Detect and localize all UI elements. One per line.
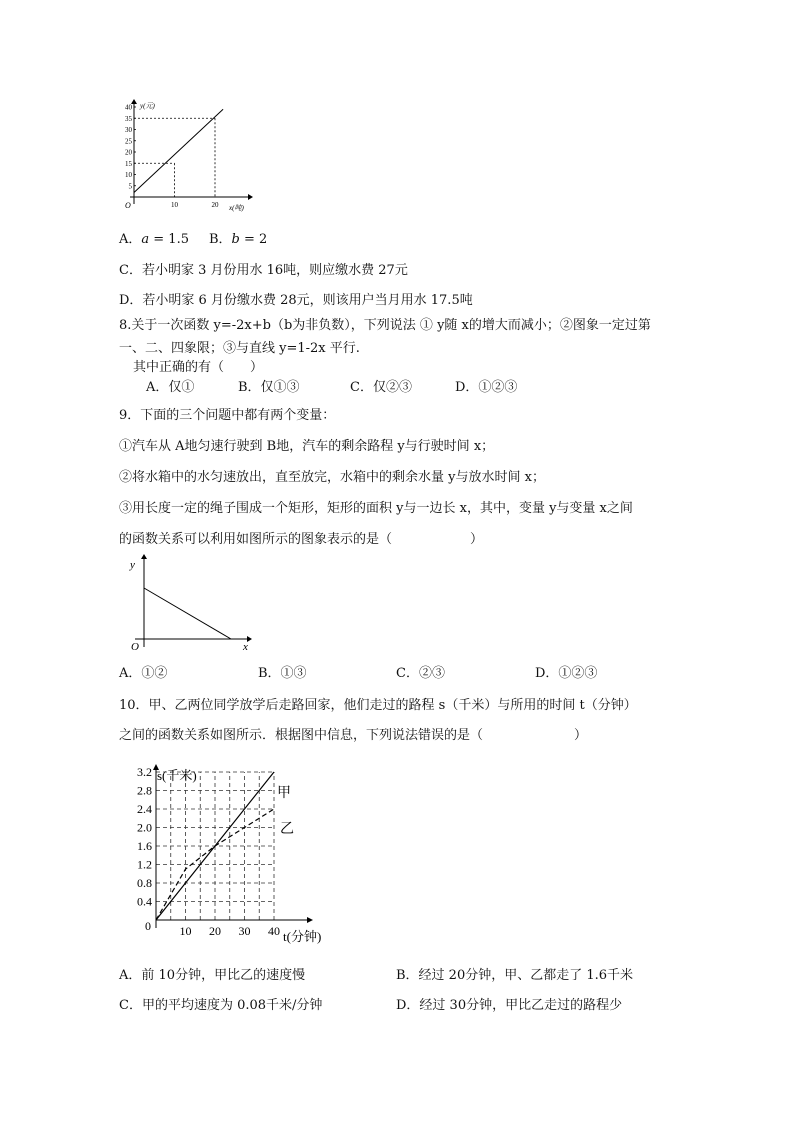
fig1-ytick-25: 25 [125, 137, 132, 146]
fig3-ytick-0.4: 0.4 [137, 894, 152, 909]
fig1-ytick-5: 5 [128, 182, 132, 191]
fig3-xtick-10: 10 [179, 924, 192, 938]
fig1-ytick-35: 35 [125, 114, 132, 123]
q8-option-b[interactable]: B．仅①③ [238, 380, 300, 395]
fig1-fee-line [134, 109, 223, 192]
q10-option-b[interactable]: B．经过 20分钟，甲、乙都走了 1.6千米 [396, 968, 634, 983]
fig3-xtick-40: 40 [268, 924, 280, 938]
fig3-series-yi-label: 乙 [280, 822, 294, 837]
q10-option-d[interactable]: D．经过 30分钟，甲比乙走过的路程少 [396, 998, 623, 1013]
fig1-water-fee-graph [115, 98, 255, 216]
fig2-x-label: x [243, 641, 248, 653]
q9-stem: 9．下面的三个问题中都有两个变量： [119, 408, 336, 423]
q8-stem-line1: 8.关于一次函数 y=-2x+b（b为非负数），下列说法 ① y随 x的增大而减小；②图象一定过第 [119, 318, 651, 333]
fig1-x-label: x(吨) [229, 204, 244, 212]
fig3-ytick-2.0: 2.0 [137, 820, 152, 835]
fig3-origin: 0 [145, 919, 151, 933]
q7-option-c[interactable]: C．若小明家 3 月份用水 16吨，则应缴水费 27元 [119, 263, 408, 278]
fig1-xtick-20: 20 [211, 201, 219, 209]
q10-option-a[interactable]: A．前 10分钟，甲比乙的速度慢 [119, 968, 306, 983]
q9-option-c[interactable]: C．②③ [396, 666, 445, 681]
fig2-line [144, 588, 231, 639]
fig3-series-jia-label: 甲 [277, 786, 291, 801]
fig1-origin: O [125, 201, 131, 210]
fig2-decreasing-line-graph [115, 552, 260, 657]
fig1-y-label: y(元) [140, 102, 155, 110]
q9-option-a[interactable]: A．①② [119, 666, 168, 681]
q9-option-d[interactable]: D．①②③ [535, 666, 598, 681]
q10-stem-line1: 10．甲、乙两位同学放学后走路回家，他们走过的路程 s（千米）与所用的时间 t（分钟） [119, 698, 637, 713]
fig3-y-label: s(千米) [157, 768, 197, 783]
q9-item1: ①汽车从 A地匀速行驶到 B地，汽车的剩余路程 y与行驶时间 x； [119, 439, 495, 454]
q7-option-b[interactable]: B．𝑏 = 2 [209, 232, 268, 247]
fig3-ytick-1.2: 1.2 [137, 857, 152, 872]
fig3-xtick-20: 20 [209, 924, 221, 938]
q7-option-a[interactable]: A．𝑎 = 1.5 [119, 232, 189, 247]
fig3-ytick-2.4: 2.4 [137, 802, 152, 816]
fig3-distance-time-graph [125, 760, 355, 950]
q8-stem-line3: 其中正确的有（ ） [133, 360, 264, 375]
fig1-ytick-40: 40 [125, 103, 132, 112]
q8-option-d[interactable]: D．①②③ [455, 380, 518, 395]
fig3-x-label: t(分钟) [283, 929, 322, 944]
fig1-ytick-15: 15 [125, 159, 132, 168]
q9-item4: 的函数关系可以利用如图所示的图象表示的是（ ） [119, 532, 484, 547]
q9-item2: ②将水箱中的水匀速放出，直至放完，水箱中的剩余水量 y与放水时间 x； [119, 470, 545, 485]
q7-option-d[interactable]: D．若小明家 6 月份缴水费 28元，则该用户当月用水 17.5吨 [119, 293, 473, 308]
fig3-ytick-3.2: 3.2 [137, 765, 152, 779]
fig2-y-label: y [130, 559, 135, 571]
q8-stem-line2: 一、二、四象限；③与直线 y=1-2x 平行. [119, 341, 360, 356]
fig2-origin: O [131, 641, 139, 653]
q10-option-c[interactable]: C．甲的平均速度为 0.08千米/分钟 [119, 998, 323, 1013]
q8-option-a[interactable]: A．仅① [146, 380, 195, 395]
q10-stem-line2: 之间的函数关系如图所示．根据图中信息，下列说法错误的是（ ） [119, 728, 588, 743]
fig3-ytick-1.6: 1.6 [137, 839, 152, 853]
fig3-xtick-30: 30 [238, 924, 251, 938]
fig1-ytick-10: 10 [125, 171, 132, 179]
fig3-ytick-0.8: 0.8 [137, 876, 152, 890]
fig1-ytick-20: 20 [125, 148, 132, 157]
q9-item3: ③用长度一定的绳子围成一个矩形，矩形的面积 y与一边长 x，其中，变量 y与变量 x之间 [119, 501, 633, 516]
fig3-ytick-2.8: 2.8 [137, 783, 152, 798]
fig1-ytick-30: 30 [125, 126, 132, 134]
fig1-xtick-10: 10 [171, 201, 178, 209]
q8-option-c[interactable]: C．仅②③ [350, 380, 412, 395]
q9-option-b[interactable]: B．①③ [258, 666, 307, 681]
